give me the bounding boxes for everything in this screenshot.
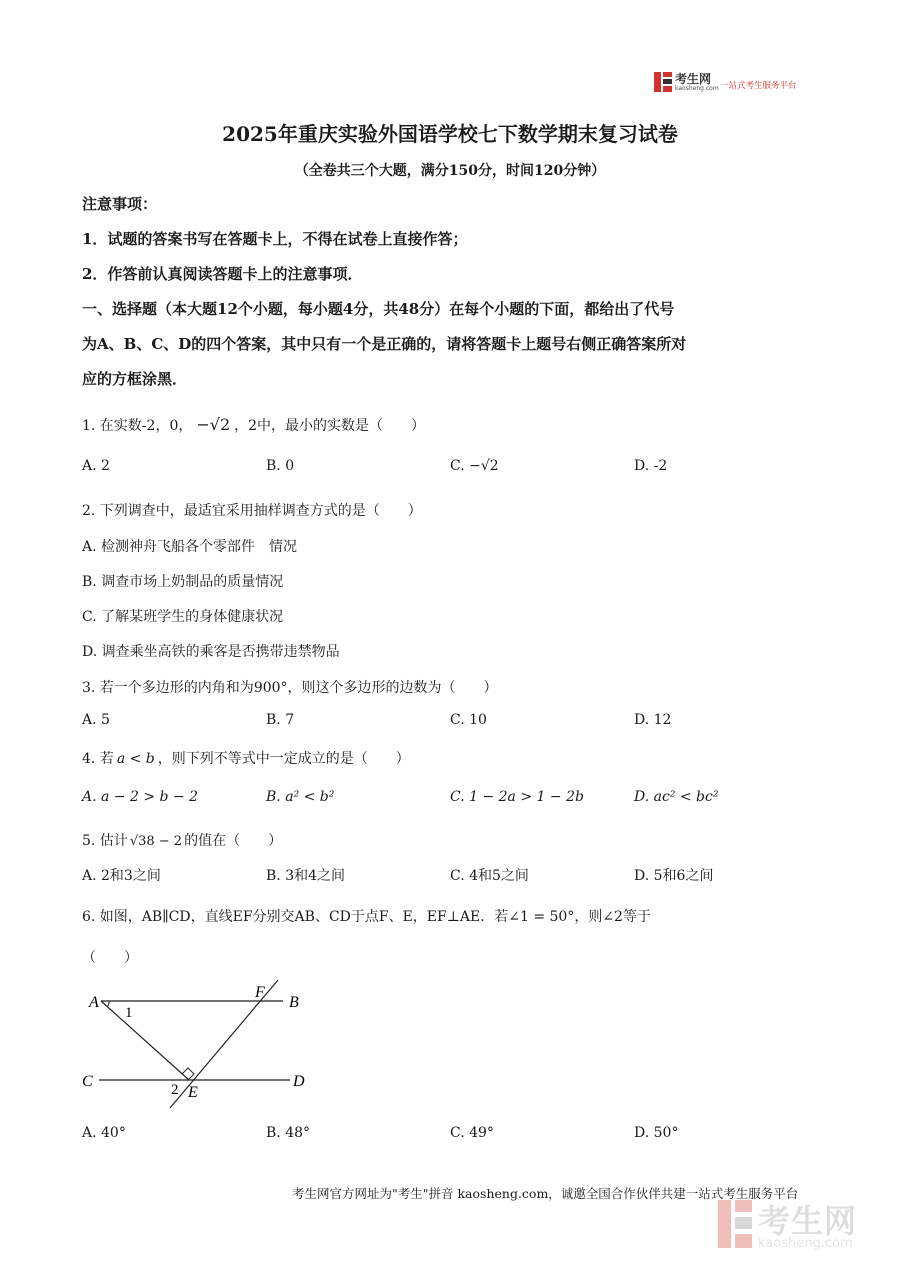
question-stem-text: 3. 若一个多边形的内角和为 [82, 680, 254, 696]
question-3-stem [82, 677, 498, 697]
label-D: D [293, 1073, 305, 1090]
label-angle-1: 1 [125, 1005, 133, 1021]
option: D. ac² < bc² [634, 789, 719, 805]
brand-name: 考生网 [675, 72, 712, 86]
exam-title: 2025年重庆实验外国语学校七下数学期末复习试卷 [222, 122, 678, 146]
option: B. 7 [266, 712, 295, 728]
math-expression: 900° [253, 680, 288, 696]
note-item: 1．试题的答案书写在答题卡上，不得在试卷上直接作答； [82, 230, 468, 248]
question-stem-text: 1. 在实数-2，0， [82, 418, 193, 434]
brand-logo [654, 70, 820, 98]
angle-1-arc [107, 1001, 109, 1007]
kaosheng-logo-icon [654, 72, 672, 92]
option: C. −√2 [450, 458, 499, 474]
label-E: E [188, 1084, 198, 1101]
question-4-stem [82, 748, 410, 768]
section-instruction-line: 为A、B、C、D的四个答案，其中只有一个是正确的，请将答题卡上题号右侧正确答案所对 [82, 335, 687, 353]
question-stem-text: ，2中，最小的实数是（ ） [234, 418, 426, 434]
label-A: A [89, 994, 99, 1011]
option: B. 3和4之间 [266, 868, 346, 884]
option: A. 2 [82, 458, 110, 474]
option: D. 调查乘坐高铁的乘客是否携带违禁物品 [82, 644, 340, 660]
question-stem-text: 5. 估计 [82, 833, 128, 849]
notes-heading: 注意事项： [82, 195, 158, 213]
question-6-stem: 6. 如图，AB∥CD，直线EF分别交AB、CD于点F、E，EF⊥AE．若∠1 = 50°，则∠2等于 [82, 909, 651, 925]
question-stem-text: 的值在（ ） [184, 833, 283, 849]
option: C. 了解某班学生的身体健康状况 [82, 609, 284, 625]
option: B. 调查市场上奶制品的质量情况 [82, 574, 284, 590]
question-2-stem: 2. 下列调查中，最适宜采用抽样调查方式的是（ ） [82, 503, 422, 519]
label-C: C [82, 1073, 93, 1090]
right-angle-mark [182, 1068, 194, 1080]
brand-url: kaosheng.com [675, 85, 719, 92]
watermark-logo-icon [718, 1200, 752, 1248]
option: B. a² < b² [266, 789, 335, 805]
watermark-url: kaosheng.com [758, 1236, 853, 1251]
label-angle-2: 2 [171, 1082, 179, 1098]
option: D. 5和6之间 [634, 868, 714, 884]
math-expression: a < b [116, 751, 155, 767]
option: B. 48° [266, 1125, 311, 1141]
label-B: B [289, 994, 299, 1011]
question-1-stem [82, 415, 425, 435]
line-AE [101, 1001, 189, 1080]
label-F: F [255, 984, 265, 1001]
option: D. 50° [634, 1125, 679, 1141]
option: A. 5 [82, 712, 110, 728]
note-item: 2．作答前认真阅读答题卡上的注意事项． [82, 265, 363, 283]
question-stem-text: ，则这个多边形的边数为（ ） [287, 680, 498, 696]
option: A. 2和3之间 [82, 868, 161, 884]
watermark-name: 考生网 [758, 1202, 858, 1240]
geometry-figure [78, 980, 328, 1112]
option: D. 12 [634, 712, 672, 728]
option: C. 49° [450, 1125, 494, 1141]
exam-subtitle: （全卷共三个大题，满分150分，时间120分钟） [294, 163, 606, 179]
question-6-stem-blank: （ ） [82, 950, 138, 966]
section-instruction-line: 应的方框涂黑． [82, 370, 188, 388]
question-stem-text: ，则下列不等式中一定成立的是（ ） [157, 751, 410, 767]
option: B. 0 [266, 458, 295, 474]
option: C. 1 − 2a > 1 − 2b [450, 789, 584, 805]
question-stem-text: 4. 若 [82, 751, 114, 767]
option: A. a − 2 > b − 2 [82, 789, 199, 805]
watermark [718, 1196, 888, 1258]
math-expression: √38 − 2 [129, 834, 183, 849]
option: A. 检测神舟飞船各个零部件 情况 [82, 539, 298, 555]
section-instruction-line: 一、选择题（本大题12个小题，每小题4分，共48分）在每个小题的下面，都给出了代号 [82, 300, 675, 318]
page-footer: 考生网官方网址为"考生"拼音 kaosheng.com，诚邀全国合作伙伴共建一站式考生服务平台 [292, 1186, 799, 1201]
option: C. 4和5之间 [450, 868, 529, 884]
brand-slogan: 一站式考生服务平台 [720, 81, 797, 91]
math-expression: −√2 [196, 415, 231, 434]
option: C. 10 [450, 712, 487, 728]
option: A. 40° [82, 1125, 126, 1141]
question-5-stem [82, 830, 282, 850]
option: D. -2 [634, 458, 668, 474]
